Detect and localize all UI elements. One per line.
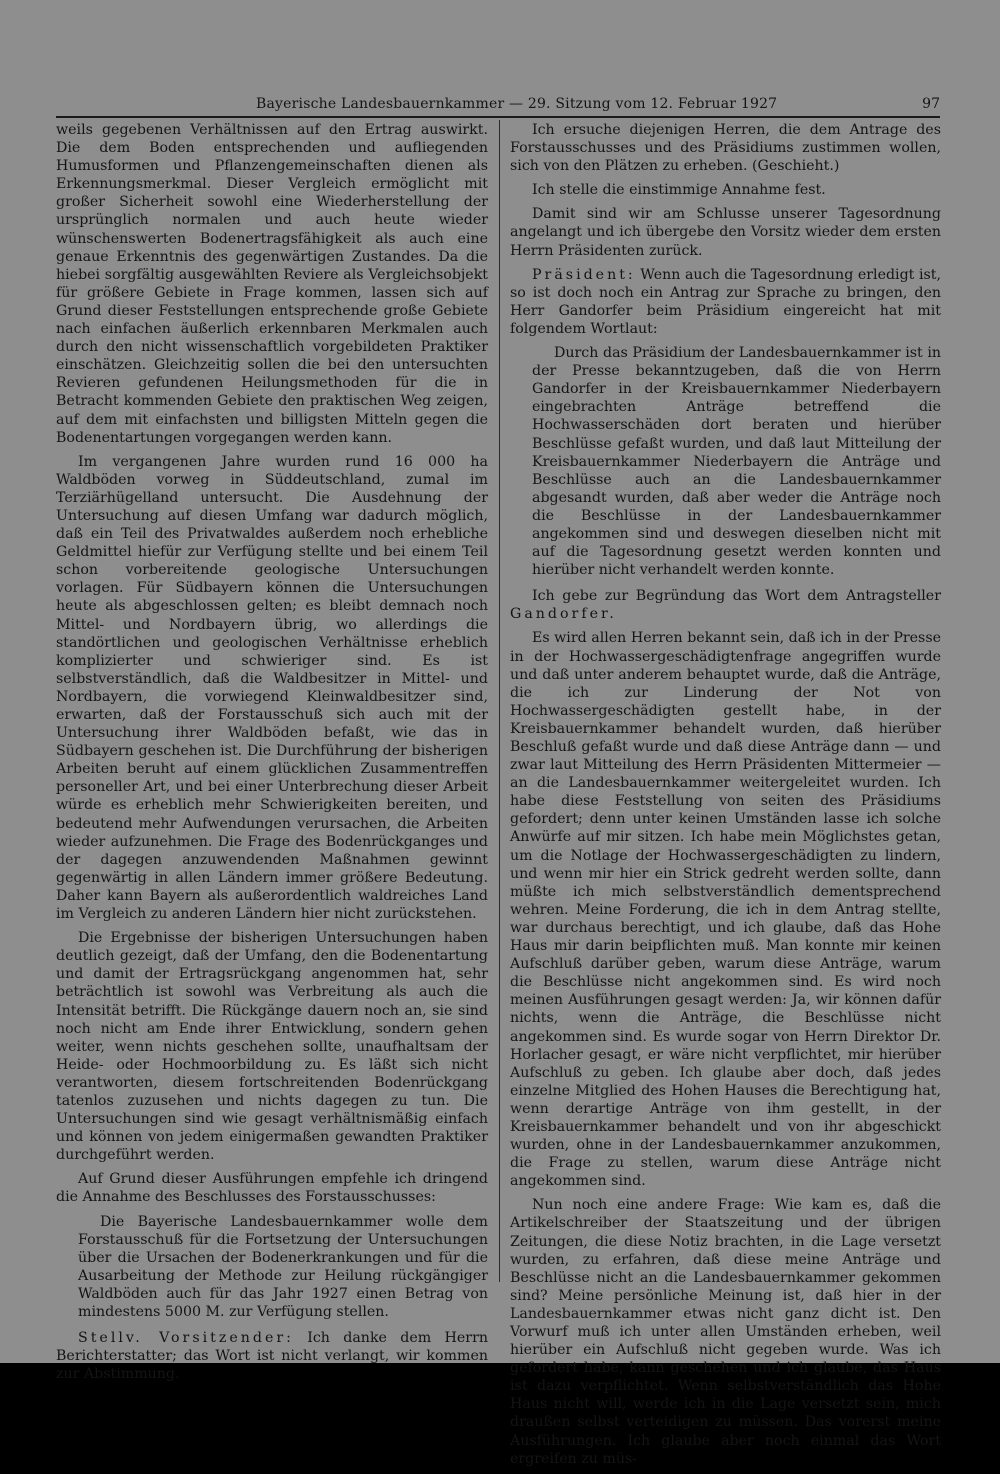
application-quote: Durch das Präsidium der Landesbauernkammer ist in der Presse bekanntzugeben, daß die von Herrn Gandorfer in der Kreisbauernkammer Niederbayern eingebrachten Anträge betreffend die Hochwasserschäden dort beraten und hierüber Beschlüsse gefaßt wurden, und daß laut Mitteilung der Kreisbauernkammer Niederbayern die Anträge und Beschlüsse auch an die Landesbauernkammer abgesandt wurden, daß aber weder die Anträge noch die Beschlüsse in der Landesbauernkammer angekommen sind und deswegen dieselben nicht mit auf die Tagesordnung gesetzt werden konnten und hierüber nicht verhandelt werden konnte. [532, 345, 941, 579]
speaker-label-gandorfer: Gandorfer. [510, 606, 617, 623]
right-paragraph-3: Damit sind wir am Schlusse unserer Tagesordnung angelangt und ich übergebe den Vorsitz wieder dem ersten Herrn Präsidenten zurück. [510, 206, 941, 259]
speaker-label-vice-chair: Stellv. Vorsitzender: [78, 1330, 294, 1347]
right-paragraph-6: Es wird allen Herren bekannt sein, daß ich in der Presse in der Hochwassergeschädigtenfrage angegriffen wurde und daß unter anderem behauptet wurde, daß die Anträge, die ich zur Linderung der Not von Hochwassergeschädigten gestellt habe, in der Kreisbauernkammer behandelt wurden, daß hierüber Beschluß gefaßt wurde und daß diese Anträge dann — und zwar laut Mitteilung des Herrn Präsidenten Mittermeier — an die Landesbauernkammer weitergeleitet wurden. Ich habe diese Feststellung von seiten des Präsidiums gefordert; denn unter keinen Umständen lasse ich solche Anwürfe auf mir sitzen. Ich habe mein Möglichstes getan, um die Notlage der Hochwassergeschädigten zu lindern, und wenn mir hier ein Strick gedreht werden sollte, dann müßte ich mich selbstverständlich dementsprechend wehren. Meine Forderung, die ich in dem Antrag stellte, war durchaus berechtigt, und ich glaube, daß das Hohe Haus mir darin beipflichten muß. Man konnte mir keinen Aufschluß darüber geben, warum diese Anträge, warum die Beschlüsse nicht angekommen sind. Es wird noch meinen Ausführungen gesagt werden: Ja, wir können dafür nichts, wenn die Anträge, die Beschlüsse nicht angekommen sind. Es wurde sogar von Herrn Direktor Dr. Horlacher gesagt, er wäre nicht verpflichtet, mir hierüber Aufschluß zu geben. Ich glaube aber doch, daß jedes einzelne Mitglied des Hohen Hauses die Berechtigung hat, wenn derartige Anträge von ihm gestellt, in der Kreisbauernkammer behandelt und von ihr abgeschickt wurden, ohne in der Landesbauernkammer anzukommen, die Frage zu stellen, warum diese Anträge nicht angekommen sind. [510, 630, 941, 1190]
left-paragraph-3: Die Ergebnisse der bisherigen Untersuchungen haben deutlich gezeigt, daß der Umfang, den die Bodenentartung und damit der Ertragsrückgang angenommen hat, sehr beträchtlich ist sowohl was Verbreitung als auch die Intensität betrifft. Die Rückgänge dauern noch an, sie sind noch nicht am Ende ihrer Entwicklung, sondern gehen weiter, wenn nichts geschehen sollte, unaufhaltsam der Heide- oder Hochmoorbildung zu. Es läßt sich nicht verantworten, diesem fortschreitenden Bodenrückgang tatenlos zuzusehen und nichts dagegen zu tun. Die Untersuchungen sind wie gesagt verhältnismäßig einfach und können von jedem einigermaßen gewandten Praktiker durchgeführt werden. [56, 930, 488, 1164]
speaker-label-president: Präsident: [532, 266, 636, 283]
left-paragraph-4: Auf Grund dieser Ausführungen empfehle ich dringend die Annahme des Beschlusses des Forstausschusses: [56, 1171, 488, 1206]
left-paragraph-5 [56, 1329, 488, 1383]
right-paragraph-1: Ich ersuche diejenigen Herren, die dem Antrage des Forstausschusses und des Präsidiums zustimmen wollen, sich von den Plätzen zu erheben. (Geschieht.) [510, 122, 941, 175]
right-paragraph-7: Nun noch eine andere Frage: Wie kam es, daß die Artikelschreiber der Staatszeitung und der übrigen Zeitungen, die diese Notiz brachten, in die Lage versetzt wurden, zu erfahren, daß diese meine Anträge und Beschlüsse nicht an die Landesbauernkammer gekommen sind? Meine persönliche Meinung ist, daß hier in der Landesbauernkammer etwas nicht ganz dicht ist. Den Vorwurf muß ich unter allen Umständen erheben, weil hierüber ein Aufschluß nicht gegeben wurde. Was ich gefordert habe, kann geschehen und ich glaube, das Haus ist dazu verpflichtet. Wenn selbstverständlich das Hohe Haus nicht will, werde ich in die Lage versetzt sein, mich draußen selbst verteidigen zu müssen. Das vorerst meine Ausführungen. Ich glaube aber noch einmal das Wort ergreifen zu müs- [510, 1197, 941, 1467]
page-header [56, 93, 940, 115]
left-paragraph-1: weils gegebenen Verhältnissen auf den Ertrag auswirkt. Die dem Boden entsprechenden und aufliegenden Humusformen und Pflanzengemeinschaften dienen als Erkennungsmerkmal. Dieser Vergleich ermöglicht mit großer Sicherheit sowohl eine Wiederherstellung der ursprünglich normalen und auch heute wieder wünschenswerten Bodenertragsfähigkeit als auch eine genaue Erkenntnis des gegenwärtigen Zustandes. Da die hiebei sorgfältig ausgewählten Reviere als Vergleichsobjekt für größere Gebiete in Frage kommen, lassen sich auf Grund dieser Feststellungen entsprechende große Gebiete nach einfachen äußerlich erkennbaren Merkmalen auch durch den nicht wissenschaftlich vorgebildeten Praktiker einschätzen. Gleichzeitig sollen die bei den untersuchten Revieren gefundenen Heilungsmethoden für die in Betracht kommenden Gebiete den praktischen Weg zeigen, auf dem mit einfachsten und billigsten Mitteln gegen die Bodenentartungen vorgegangen werden kann. [56, 122, 488, 446]
column-divider [499, 120, 500, 1282]
right-paragraph-5 [510, 587, 941, 623]
right-paragraph-4 [510, 266, 941, 338]
right-column [510, 121, 941, 1474]
header-rule [56, 116, 940, 118]
motion-quote: Die Bayerische Landesbauernkammer wolle dem Forstausschuß für die Fortsetzung der Untersuchungen über die Ursachen der Bodenerkrankungen und für die Ausarbeitung der Methode zur Heilung rückgängiger Waldböden auch für das Jahr 1927 einen Betrag von mindestens 5000 M. zur Verfügung stellen. [78, 1213, 488, 1320]
page-number: 97 [922, 96, 940, 112]
left-paragraph-2: Im vergangenen Jahre wurden rund 16 000 ha Waldböden vorweg in Süddeutschland, zumal im Terziärhügelland untersucht. Die Ausdehnung der Untersuchung auf diesen Umfang war dadurch möglich, daß ein Teil des Privatwaldes außerdem noch erhebliche Geldmittel hiefür zur Verfügung stellte und bei einem Teil schon vorbereitende geologische Untersuchungen vorlagen. Für Südbayern können die Untersuchungen heute als abgeschlossen gelten; es bleibt demnach noch Mittel- und Nordbayern übrig, wo allerdings die standörtlichen und geologischen Verhältnisse erheblich komplizierter und schwieriger sind. Es ist selbstverständlich, daß die Waldbesitzer in Mittel- und Nordbayern, die vorwiegend Kleinwaldbesitzer sind, erwarten, daß der Forstausschuß sich auch mit der Untersuchung ihrer Waldböden befaßt, wie das in Südbayern geschehen ist. Die Durchführung der bisherigen Arbeiten beruht auf einem glücklichen Zusammentreffen personeller Art, und bei einer Unterbrechung dieser Arbeit würde es erheblich mehr Schwierigkeiten bereiten, und bedeutend mehr Aufwendungen verursachen, die Arbeiten wieder aufzunehmen. Die Frage des Bodenrückganges und der dagegen anzuwendenden Maßnahmen gewinnt gegenwärtig in allen Ländern immer größere Bedeutung. Daher kann Bayern als außerordentlich waldreiches Land im Vergleich zu anderen Ländern hier nicht zurückstehen. [56, 453, 488, 923]
left-column [56, 121, 488, 1389]
right-paragraph-4-text: Wenn auch die Tagesordnung erledigt ist, so ist doch noch ein Antrag zur Sprache zu bringen, den Herr Gandorfer beim Präsidium eingereicht hat mit folgendem Wortlaut: [510, 266, 941, 337]
right-paragraph-5-text: Ich gebe zur Begründung das Wort dem Antragsteller [532, 588, 941, 605]
running-title: Bayerische Landesbauernkammer — 29. Sitzung vom 12. Februar 1927 [256, 96, 778, 112]
right-paragraph-2: Ich stelle die einstimmige Annahme fest. [532, 182, 826, 199]
left-paragraph-5-text: Ich danke dem Herrn Berichterstatter; das Wort ist nicht verlangt, wir kommen zur Abstimmung. [56, 1330, 489, 1383]
